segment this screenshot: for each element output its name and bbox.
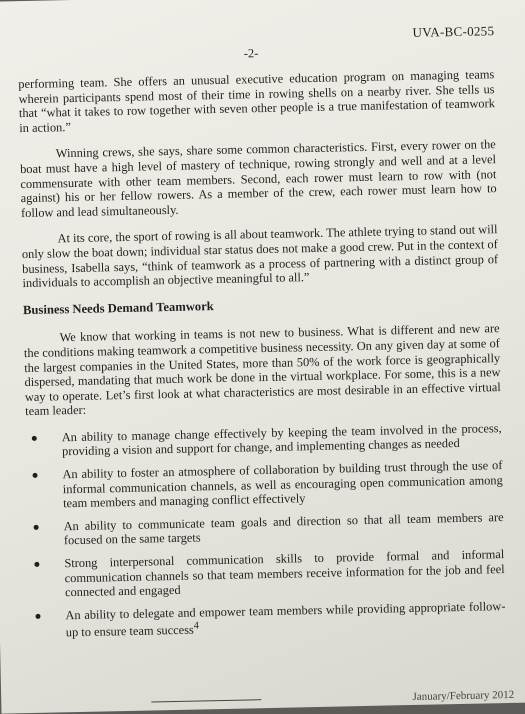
- document-id: UVA-BC-0255: [412, 23, 495, 40]
- bullet-icon: [34, 562, 39, 567]
- footnote-marker: 4: [193, 620, 200, 632]
- leader-characteristics-list: [26, 421, 506, 641]
- list-item: [27, 510, 504, 549]
- bullet-icon: [35, 614, 40, 619]
- list-item: [26, 458, 503, 512]
- section-intro-paragraph: We know that working in teams is not new to business. What is different and new are the conditions making teamwork a competitive business necessity. On any given day at some of the largest companies in the United States, more than 50% of the work force is geographically dispersed, mandating that much work be done in the virtual workplace. For some, this is a new way to operate. Let’s first look at what characteristics are most desirable in an effective virtual team leader:: [23, 321, 501, 419]
- list-item: [26, 421, 503, 460]
- paragraph-continued: performing team. She offers an unusual executive education program on managing teams wherein participants spend most of their time in rowing shells on a nearby river. She tells us that “what it takes to row together with seven other people is a true manifestation of teamwork in action.”: [18, 67, 495, 135]
- paragraph-rowing-core: At its core, the sport of rowing is all about teamwork. The athlete trying to stand out will only slow the boat down; individual star status does not make a good crew. Put in the context of business, Isabella says, “think of teamwork as a process of partnering with a distinct group of individuals to accomplish an objective meaningful to all.”: [21, 222, 499, 291]
- list-item-text: An ability to communicate team goals and direction so that all team members are focused on the same targets: [63, 509, 504, 548]
- list-item: [29, 599, 506, 641]
- bullet-icon: [32, 436, 37, 441]
- footer-date: January/February 2012: [412, 688, 515, 704]
- list-item-text: An ability to manage change effectively by keeping the team involved in the process, providing a vision and support for change, and implementing changes as needed: [61, 420, 502, 459]
- page-number: -2-: [243, 46, 259, 61]
- list-item: [28, 547, 505, 601]
- bullet-icon: [34, 525, 39, 530]
- page-content: [18, 67, 506, 649]
- list-item-text: An ability to delegate and empower team members while providing appropriate follow-up to ensure team success: [65, 598, 506, 640]
- paragraph-winning-crews: Winning crews, she says, share some common characteristics. First, every rower on the boat must have a high level of mastery of technique, rowing strongly and well and at a level commensurate with other team members. Second, each rower must learn to row with (not against) his or her fellow rowers. As a member of the crew, each rower must learn how to follow and lead simultaneously.: [19, 137, 497, 220]
- bullet-icon: [32, 473, 37, 478]
- list-item-text: Strong interpersonal communication skills to provide formal and informal communication channels so that team members receive information for the job and feel connected and engaged: [64, 547, 505, 600]
- list-item-text: An ability to foster an atmosphere of collaboration by building trust through the use of informal communication channels, as well as encouraging open communication among team members and managing conflict effectively: [62, 458, 503, 511]
- section-heading: Business Needs Demand Teamwork: [22, 298, 214, 317]
